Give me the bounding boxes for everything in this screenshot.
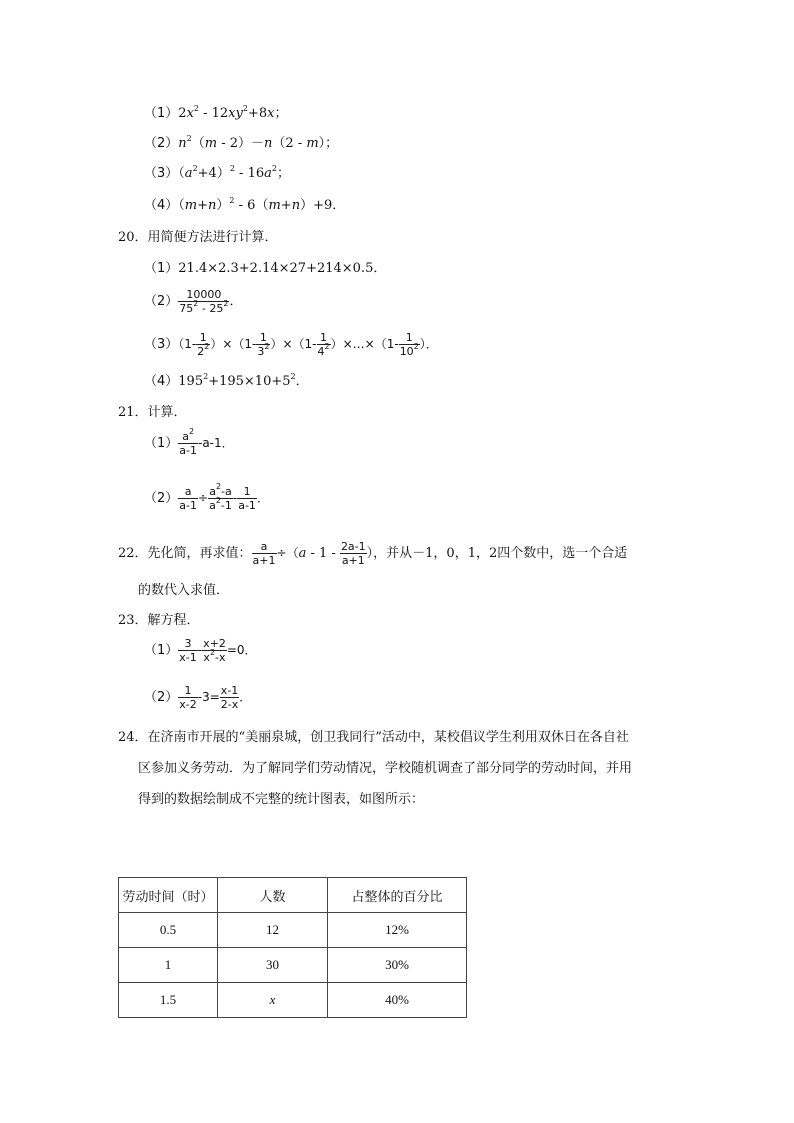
part-label: （3） <box>144 166 179 181</box>
q19-part-1 <box>144 103 288 122</box>
expression: 21.4×2.3+2.14×27+214×0.5． <box>178 261 387 276</box>
q24-line-3: 得到的数据绘制成不完整的统计图表，如图所示： <box>138 792 425 807</box>
fraction: $\frac{a}{a+1}$ <box>252 540 276 567</box>
fraction: $\frac{1}{x-2}$ <box>179 684 197 711</box>
expression: $(a^2+4)^2 - 16a^2$； <box>178 163 290 181</box>
q21-title: 21．计算． <box>118 405 187 420</box>
table-cell: 1.5 <box>119 983 218 1018</box>
q23-title: 23．解方程． <box>118 613 200 628</box>
part-label: （4） <box>144 374 179 389</box>
ellipsis: … <box>352 337 365 351</box>
numerator: 10000 <box>186 288 222 301</box>
table-cell: 12 <box>218 913 328 948</box>
fraction: $\frac{1}{4^2}$ <box>317 331 330 358</box>
q22-line-1: 22．先化简，再求值： $\frac{a}{a+1}$ ÷（a - 1 - $\frac{2a-1}{a+1}$ ），并从－1，0，1，2四个数中，选一个合适 <box>118 540 628 567</box>
table-header-row <box>119 878 467 913</box>
fraction: $\frac{3}{x-1}$ <box>179 637 197 664</box>
q20-part-3: （3）（1- $\frac{1}{2^2}$ ）×（1- $\frac{1}{3^2}$ ）×（1- $\frac{1}{4^2}$ ）×…×（1- $\frac{1}{10^2}$ ）． <box>144 331 438 358</box>
part-label: （2） <box>144 294 179 309</box>
q20-part-2 <box>144 288 242 315</box>
q22-line-2: 的数代入求值． <box>138 583 230 598</box>
q20-part-1 <box>144 261 386 277</box>
table-cell: 40% <box>328 983 467 1018</box>
expression: $2x^2 - 12xy^2+8x$； <box>178 103 288 121</box>
fraction: $\frac{1}{a-1}$ <box>238 485 256 512</box>
fraction: $\frac{a^2}{a-1}$ <box>179 427 197 457</box>
q22-lead: 22．先化简，再求值： <box>118 546 252 561</box>
q21-part-1: （1） $\frac{a^2}{a-1}$ -a-1． <box>144 427 234 457</box>
part-label: （2） <box>144 690 179 705</box>
fraction <box>178 288 229 315</box>
part-label: （1） <box>144 106 179 121</box>
part-label: （4） <box>144 198 179 213</box>
part-label: （3） <box>144 337 179 352</box>
labor-time-table <box>118 877 467 1018</box>
fraction: $\frac{1}{10^2}$ <box>399 331 419 358</box>
table-row <box>119 948 467 983</box>
q24-line-2: 区参加义务劳动．为了解同学们劳动情况，学校随机调查了部分同学的劳动时间，并用 <box>138 761 633 776</box>
fraction: $\frac{x-1}{2-x}$ <box>220 684 239 711</box>
part-label: （2） <box>144 136 179 151</box>
q19-part-3 <box>144 163 290 182</box>
expression: $n^2(m - 2)-n(2 - m)$； <box>178 133 339 151</box>
q22-mid: ），并从－1，0，1，2四个数中，选一个合适 <box>366 546 628 561</box>
part-label: （2） <box>144 491 179 506</box>
denominator: $75^2 - 25^2$ <box>179 299 229 315</box>
q23-part-2: （2） $\frac{1}{x-2}$ -3= $\frac{x-1}{2-x}$ ． <box>144 684 252 711</box>
q21-part-2: （2） $\frac{a}{a-1}$ ÷ $\frac{a^2-a}{a^2-1}$ - $\frac{1}{a-1}$ ． <box>144 482 269 512</box>
table-row <box>119 913 467 948</box>
fraction: $\frac{a^2-a}{a^2-1}$ <box>209 482 232 512</box>
period: ． <box>229 294 243 309</box>
header-cell: 人数 <box>218 878 328 913</box>
fraction: $\frac{2a-1}{a+1}$ <box>340 540 366 567</box>
fraction: $\frac{1}{3^2}$ <box>257 331 270 358</box>
header-cell: 占整体的百分比 <box>328 878 467 913</box>
table-cell: 30% <box>328 948 467 983</box>
fraction: $\frac{a}{a-1}$ <box>179 485 197 512</box>
expression: $195^2+195\times 10+5^2$． <box>178 371 309 389</box>
table-cell: 0.5 <box>119 913 218 948</box>
table-cell: 30 <box>218 948 328 983</box>
q19-part-4 <box>144 195 346 214</box>
part-label: （1） <box>144 643 179 658</box>
table-cell: 12% <box>328 913 467 948</box>
part-label: （1） <box>144 261 179 276</box>
q24-line-1: 24．在济南市开展的“美丽泉城，创卫我同行”活动中，某校倡议学生利用双休日在各自社 <box>118 730 629 745</box>
q20-title: 20．用简便方法进行计算． <box>118 230 278 245</box>
fraction: $\frac{x+2}{x^2-x}$ <box>203 637 226 664</box>
table-row <box>119 983 467 1018</box>
header-cell: 劳动时间（时） <box>119 878 218 913</box>
table-cell: 1 <box>119 948 218 983</box>
q23-part-1: （1） $\frac{3}{x-1}$ - $\frac{x+2}{x^2-x}$ =0． <box>144 637 257 664</box>
q19-part-2 <box>144 133 339 152</box>
expression: $(m+n)^2 - 6(m+n)+9$． <box>178 195 346 213</box>
table-cell: x <box>218 983 328 1018</box>
fraction: $\frac{1}{2^2}$ <box>197 331 210 358</box>
part-label: （1） <box>144 436 179 451</box>
q20-part-4 <box>144 371 309 390</box>
